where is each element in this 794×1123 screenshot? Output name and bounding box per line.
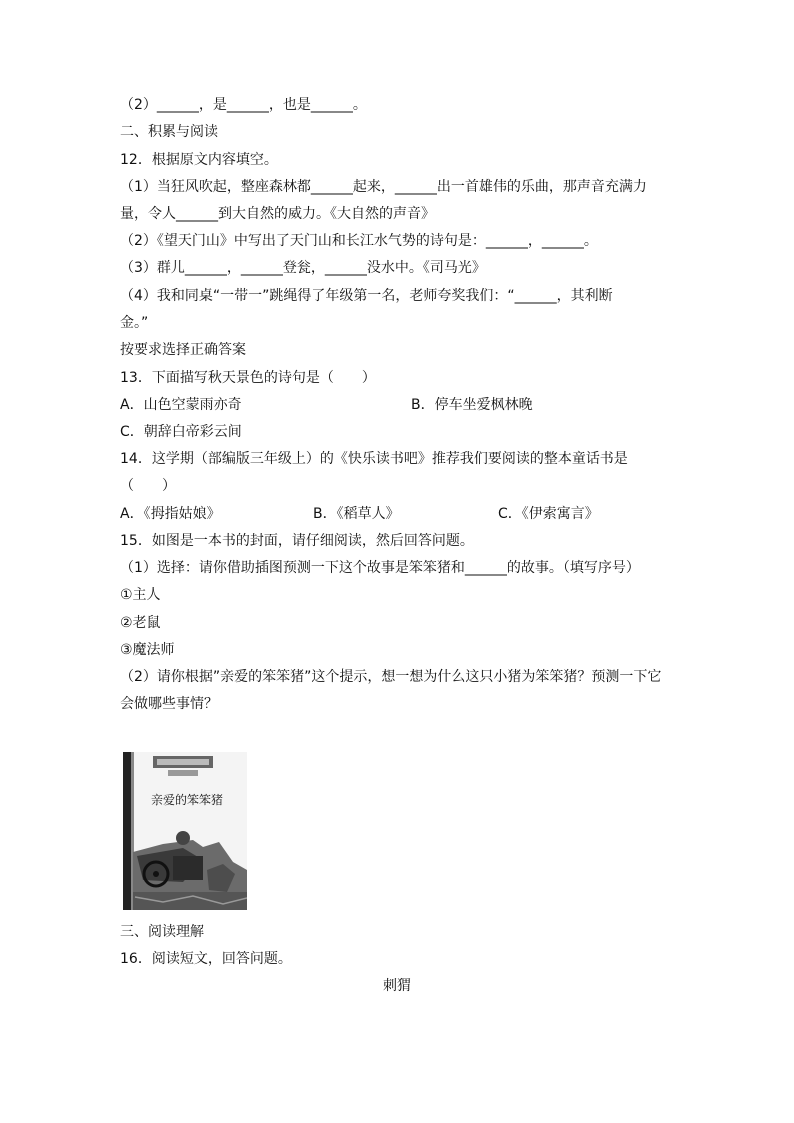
question-line: 12．根据原文内容填空。 (120, 152, 278, 168)
option-c: C．《伊索寓言》 (498, 506, 599, 522)
section-heading: 二、积累与阅读 (120, 124, 218, 140)
option-2: ②老鼠 (120, 615, 161, 631)
option-1: ①主人 (120, 587, 161, 603)
question-line: 14．这学期（部编版三年级上）的《快乐读书吧》推荐我们要阅读的整本童话书是 (120, 451, 628, 467)
passage-title: 刺猬 (383, 978, 411, 994)
question-line: （2）请你根据”亲爱的笨笨猪”这个提示，想一想为什么这只小猪为笨笨猪？预测一下它 (120, 669, 662, 685)
option-b: B．《稻草人》 (313, 506, 400, 522)
question-line: 会做哪些事情？ (120, 696, 218, 712)
question-line: （3）群儿______，______登瓮，______没水中。《司马光》 (120, 260, 486, 276)
question-line: 13．下面描写秋天景色的诗句是（ ） (120, 370, 376, 386)
question-line: （1）当狂风吹起，整座森林都______起来，______出一首雄伟的乐曲，那声音充满力 (120, 179, 647, 195)
question-line: 量，令人______到大自然的威力。《大自然的声音》 (120, 206, 435, 222)
question-line: （2）《望天门山》中写出了天门山和长江水气势的诗句是：______，______。 (120, 233, 598, 249)
option-3: ③魔法师 (120, 642, 175, 658)
book-title: 亲爱的笨笨猪 (151, 793, 224, 807)
question-line: （1）选择：请你借助插图预测一下这个故事是笨笨猪和______的故事。（填写序号） (120, 560, 640, 576)
section-heading: 三、阅读理解 (120, 924, 204, 940)
question-line: 金。” (120, 315, 149, 331)
section-heading: 按要求选择正确答案 (120, 342, 246, 358)
question-line: 15．如图是一本书的封面，请仔细阅读，然后回答问题。 (120, 533, 474, 549)
option-a: A．山色空蒙雨亦奇 (120, 397, 242, 413)
question-line: （ ） (120, 478, 176, 494)
question-line: 16．阅读短文，回答问题。 (120, 951, 292, 967)
option-b: B．停车坐爱枫林晚 (411, 397, 533, 413)
question-line: （4）我和同桌“一带一”跳绳得了年级第一名，老师夸奖我们：“______，其利断 (120, 288, 613, 304)
option-a: A．《拇指姑娘》 (120, 506, 221, 522)
option-c: C．朝辞白帝彩云间 (120, 424, 242, 440)
question-line: （2）______，是______，也是______。 (120, 97, 367, 113)
book-cover-image (123, 752, 247, 910)
